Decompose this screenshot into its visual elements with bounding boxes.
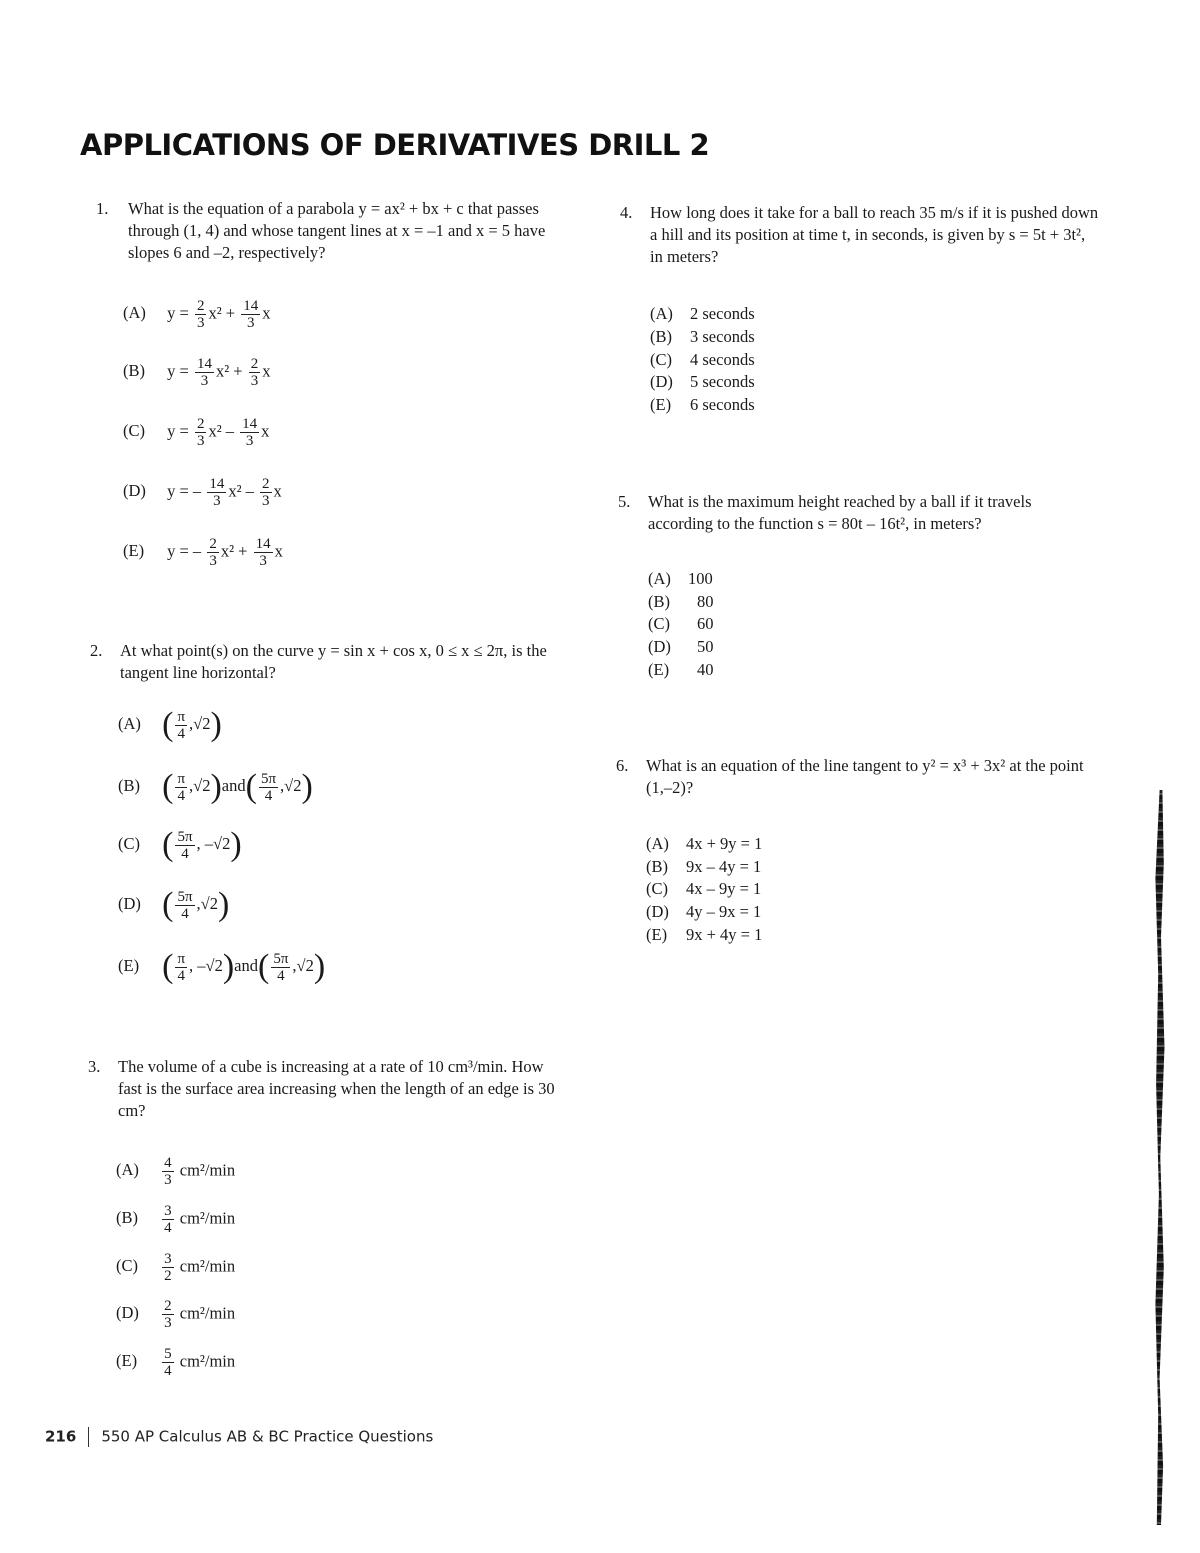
page-title: APPLICATIONS OF DERIVATIVES DRILL 2 (80, 128, 710, 162)
option-text: 4x – 9y = 1 (686, 879, 762, 898)
question-number: 5. (618, 492, 631, 511)
option-text: 4 seconds (690, 350, 755, 369)
option-math: $\frac{3}{4}$ cm²/min (164, 1203, 236, 1236)
option-math: y = $\frac{2}{3}$ x² + $\frac{14}{3}$ x (167, 298, 271, 331)
option-text: 6 seconds (690, 395, 755, 414)
option-label: (D) (116, 1303, 139, 1323)
question-number: 2. (90, 641, 103, 660)
q1-option-c[interactable] (123, 416, 269, 449)
question-number: 4. (620, 203, 633, 222)
option-text: 3 seconds (690, 327, 755, 346)
option-label: (B) (646, 857, 668, 876)
option-label: (B) (648, 592, 670, 611)
torn-page-edge (1154, 790, 1168, 1525)
q5-option-c[interactable] (648, 614, 714, 634)
q3-option-a[interactable] (116, 1155, 235, 1188)
q3-option-e[interactable] (116, 1346, 235, 1379)
option-label: (D) (646, 902, 669, 921)
q4-option-a[interactable] (650, 304, 755, 324)
option-label: (C) (648, 614, 670, 633)
question-stem: The volume of a cube is increasing at a rate of 10 cm³/min. How fast is the surface area increasing when the length of an edge is 30 cm? (118, 1057, 555, 1120)
footer-divider (88, 1427, 89, 1447)
option-label: (E) (648, 660, 670, 679)
page-footer (45, 1427, 433, 1447)
option-label: (A) (648, 569, 671, 588)
option-text: 5 seconds (690, 372, 755, 391)
q2-option-b[interactable] (118, 770, 313, 804)
q4-option-d[interactable] (650, 372, 755, 392)
question-number: 1. (96, 199, 109, 218)
page-number: 216 (45, 1427, 77, 1446)
option-label: (E) (118, 955, 140, 975)
q6-option-b[interactable] (646, 857, 761, 877)
option-math: $\frac{2}{3}$ cm²/min (164, 1298, 236, 1331)
option-label: (E) (123, 541, 145, 561)
q6-option-d[interactable] (646, 902, 761, 922)
option-label: (A) (118, 713, 141, 733)
q5-option-b[interactable] (648, 592, 714, 612)
option-label: (B) (123, 361, 145, 381)
option-text: 9x + 4y = 1 (686, 925, 763, 944)
option-text: 50 (697, 637, 714, 656)
q3-option-c[interactable] (116, 1251, 235, 1284)
q1-option-b[interactable] (123, 356, 270, 389)
option-math: ( $\frac{5\pi}{4}$ , –√2) (162, 826, 242, 863)
option-math: $\frac{4}{3}$ cm²/min (164, 1155, 236, 1188)
option-math: ( $\frac{5\pi}{4}$ ,√2) (162, 886, 230, 923)
option-text: 40 (697, 660, 714, 679)
book-title: 550 AP Calculus AB & BC Practice Questions (101, 1427, 434, 1446)
option-label: (D) (650, 372, 673, 391)
q4-option-e[interactable] (650, 395, 755, 415)
question-stem: At what point(s) on the curve y = sin x + cos x, 0 ≤ x ≤ 2π, is the tangent line horizontal? (120, 641, 547, 682)
option-label: (E) (116, 1351, 138, 1371)
q5-option-e[interactable] (648, 660, 714, 680)
q6-option-a[interactable] (646, 834, 762, 854)
option-math: $\frac{5}{4}$ cm²/min (164, 1346, 236, 1379)
option-label: (C) (646, 879, 668, 898)
option-label: (E) (646, 925, 668, 944)
option-label: (B) (650, 327, 672, 346)
q3-option-b[interactable] (116, 1203, 235, 1236)
option-label: (A) (646, 834, 669, 853)
q5-option-d[interactable] (648, 637, 714, 657)
q1-option-d[interactable] (123, 476, 282, 509)
option-label: (B) (118, 775, 140, 795)
option-math: y = $\frac{2}{3}$ x² – $\frac{14}{3}$ x (167, 416, 270, 449)
option-text: 9x – 4y = 1 (686, 857, 762, 876)
q4-option-c[interactable] (650, 350, 755, 370)
q2-option-d[interactable] (118, 888, 229, 922)
option-text: 60 (697, 614, 714, 633)
option-math: ( $\frac{\pi}{4}$ ,√2)and( $\frac{5\pi}{4}$ ,√2) (162, 768, 313, 805)
q3-option-d[interactable] (116, 1298, 235, 1331)
question-stem: What is the maximum height reached by a ball if it travels according to the function s = 80t – 16t², in meters? (648, 492, 1032, 533)
option-math: y = – $\frac{2}{3}$ x² + $\frac{14}{3}$ x (167, 536, 283, 569)
option-label: (D) (118, 893, 141, 913)
option-math: y = – $\frac{14}{3}$ x² – $\frac{2}{3}$ x (167, 476, 282, 509)
question-stem: What is an equation of the line tangent to y² = x³ + 3x² at the point (1,–2)? (646, 756, 1084, 797)
option-text: 100 (688, 569, 713, 588)
option-label: (E) (650, 395, 672, 414)
option-label: (B) (116, 1208, 138, 1228)
option-text: 4y – 9x = 1 (686, 902, 762, 921)
question-number: 3. (88, 1057, 101, 1076)
option-label: (C) (118, 833, 140, 853)
option-text: 2 seconds (690, 304, 755, 323)
q1-option-a[interactable] (123, 298, 270, 331)
option-label: (C) (123, 421, 145, 441)
option-text: 4x + 9y = 1 (686, 834, 763, 853)
q2-option-c[interactable] (118, 828, 242, 862)
q2-option-a[interactable] (118, 708, 222, 742)
question-stem: What is the equation of a parabola y = ax² + bx + c that passes through (1, 4) and whose tangent lines at x = –1 and x = 5 have slopes 6 and –2, respectively? (128, 199, 546, 262)
option-math: $\frac{3}{2}$ cm²/min (164, 1251, 236, 1284)
option-label: (A) (650, 304, 673, 323)
q1-option-e[interactable] (123, 536, 283, 569)
option-math: ( $\frac{\pi}{4}$ ,√2) (162, 706, 222, 743)
option-math: y = $\frac{14}{3}$ x² + $\frac{2}{3}$ x (167, 356, 271, 389)
option-label: (D) (648, 637, 671, 656)
option-label: (C) (116, 1256, 138, 1276)
question-stem: How long does it take for a ball to reach 35 m/s if it is pushed down a hill and its position at time t, in seconds, is given by s = 5t + 3t², in meters? (650, 203, 1099, 266)
q6-option-e[interactable] (646, 925, 762, 945)
question-number: 6. (616, 756, 629, 775)
option-text: 80 (697, 592, 714, 611)
q4-option-b[interactable] (650, 327, 755, 347)
option-label: (D) (123, 481, 146, 501)
option-label: (A) (116, 1160, 139, 1180)
q6-option-c[interactable] (646, 879, 761, 899)
q2-option-e[interactable] (118, 950, 325, 984)
q5-option-a[interactable] (648, 569, 713, 589)
option-label: (A) (123, 303, 146, 323)
option-math: ( $\frac{\pi}{4}$ , –√2)and( $\frac{5\pi}{4}$ ,√2) (162, 948, 326, 985)
option-label: (C) (650, 350, 672, 369)
